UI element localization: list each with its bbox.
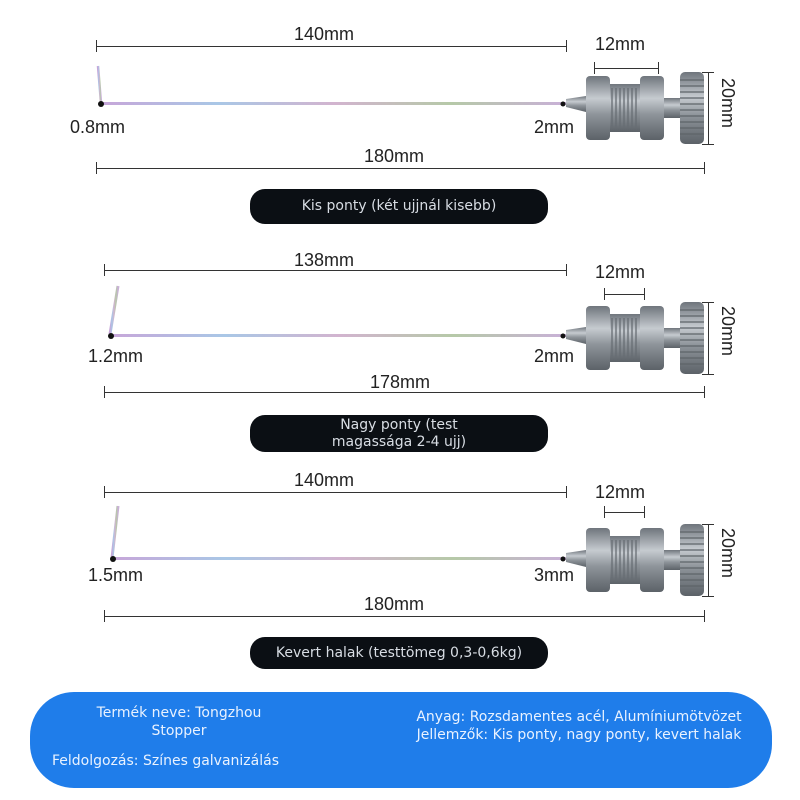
height-tick-bottom bbox=[702, 374, 714, 375]
total-length-line bbox=[96, 168, 704, 169]
caption-badge bbox=[250, 637, 548, 669]
height-tick-bottom bbox=[702, 596, 714, 597]
caption-text: Kevert halak (testtömeg 0,3-0,6kg) bbox=[275, 644, 523, 661]
grip-tick-right bbox=[644, 288, 645, 300]
top-length-label: 140mm bbox=[294, 470, 355, 490]
height-tick-top bbox=[702, 524, 714, 525]
top-length-tick-left bbox=[104, 486, 105, 498]
height-label: 20mm bbox=[718, 78, 738, 129]
caption-badge bbox=[250, 415, 548, 452]
total-length-tick-right bbox=[704, 386, 705, 398]
top-length-tick-right bbox=[566, 264, 567, 276]
height-label: 20mm bbox=[718, 306, 738, 357]
product-info-banner bbox=[30, 692, 772, 788]
total-length-tick-left bbox=[104, 386, 105, 398]
total-length-tick-right bbox=[704, 162, 705, 174]
top-length-tick-right bbox=[566, 40, 567, 52]
total-length-label: 180mm bbox=[364, 146, 425, 166]
product-panel-3 bbox=[0, 452, 800, 682]
height-line bbox=[708, 524, 709, 596]
total-length-tick-left bbox=[96, 162, 97, 174]
grip-tick-left bbox=[604, 506, 605, 518]
height-line bbox=[708, 302, 709, 374]
product-panel-2 bbox=[0, 226, 800, 456]
top-length-tick-left bbox=[96, 40, 97, 52]
top-length-tick-right bbox=[566, 486, 567, 498]
grip-tick-right bbox=[658, 62, 659, 74]
total-length-tick-left bbox=[104, 610, 105, 622]
top-length-line bbox=[104, 492, 566, 493]
processing-text: Feldolgozás: Színes galvanizálás bbox=[52, 753, 280, 769]
grip-line bbox=[604, 294, 644, 295]
caption-badge bbox=[250, 189, 548, 224]
base-diameter-label: 2mm bbox=[534, 117, 574, 137]
grip-label: 12mm bbox=[595, 482, 646, 502]
top-length-label: 138mm bbox=[294, 250, 355, 270]
product-name-text: Termék neve: Tongzhou Stopper bbox=[96, 705, 262, 739]
top-length-tick-left bbox=[104, 264, 105, 276]
base-diameter-label: 3mm bbox=[534, 565, 574, 585]
tip-diameter-label: 1.2mm bbox=[88, 346, 144, 366]
grip-tick-left bbox=[604, 288, 605, 300]
grip-line bbox=[594, 68, 658, 69]
base-diameter-label: 2mm bbox=[534, 346, 574, 366]
height-line bbox=[708, 72, 709, 144]
total-length-label: 178mm bbox=[370, 372, 431, 392]
tip-diameter-label: 0.8mm bbox=[70, 117, 126, 137]
height-tick-top bbox=[702, 302, 714, 303]
total-length-line bbox=[104, 616, 704, 617]
tip-diameter-label: 1.5mm bbox=[88, 565, 144, 585]
height-tick-top bbox=[702, 72, 714, 73]
grip-label: 12mm bbox=[595, 34, 646, 54]
height-label: 20mm bbox=[718, 528, 738, 579]
grip-line bbox=[604, 512, 644, 513]
grip-tick-right bbox=[644, 506, 645, 518]
caption-text: Nagy ponty (test magassága 2-4 ujj) bbox=[331, 416, 467, 450]
top-length-label: 140mm bbox=[294, 24, 355, 44]
product-panel-1 bbox=[0, 0, 800, 230]
grip-label: 12mm bbox=[595, 262, 646, 282]
total-length-tick-right bbox=[704, 610, 705, 622]
height-tick-bottom bbox=[702, 144, 714, 145]
material-text: Anyag: Rozsdamentes acél, Alumíniumötvözet Jellemzők: Kis ponty, nagy ponty, kevert halak bbox=[416, 709, 742, 743]
caption-text: Kis ponty (két ujjnál kisebb) bbox=[301, 198, 497, 214]
total-length-label: 180mm bbox=[364, 594, 425, 614]
grip-tick-left bbox=[594, 62, 595, 74]
top-length-line bbox=[96, 46, 566, 47]
